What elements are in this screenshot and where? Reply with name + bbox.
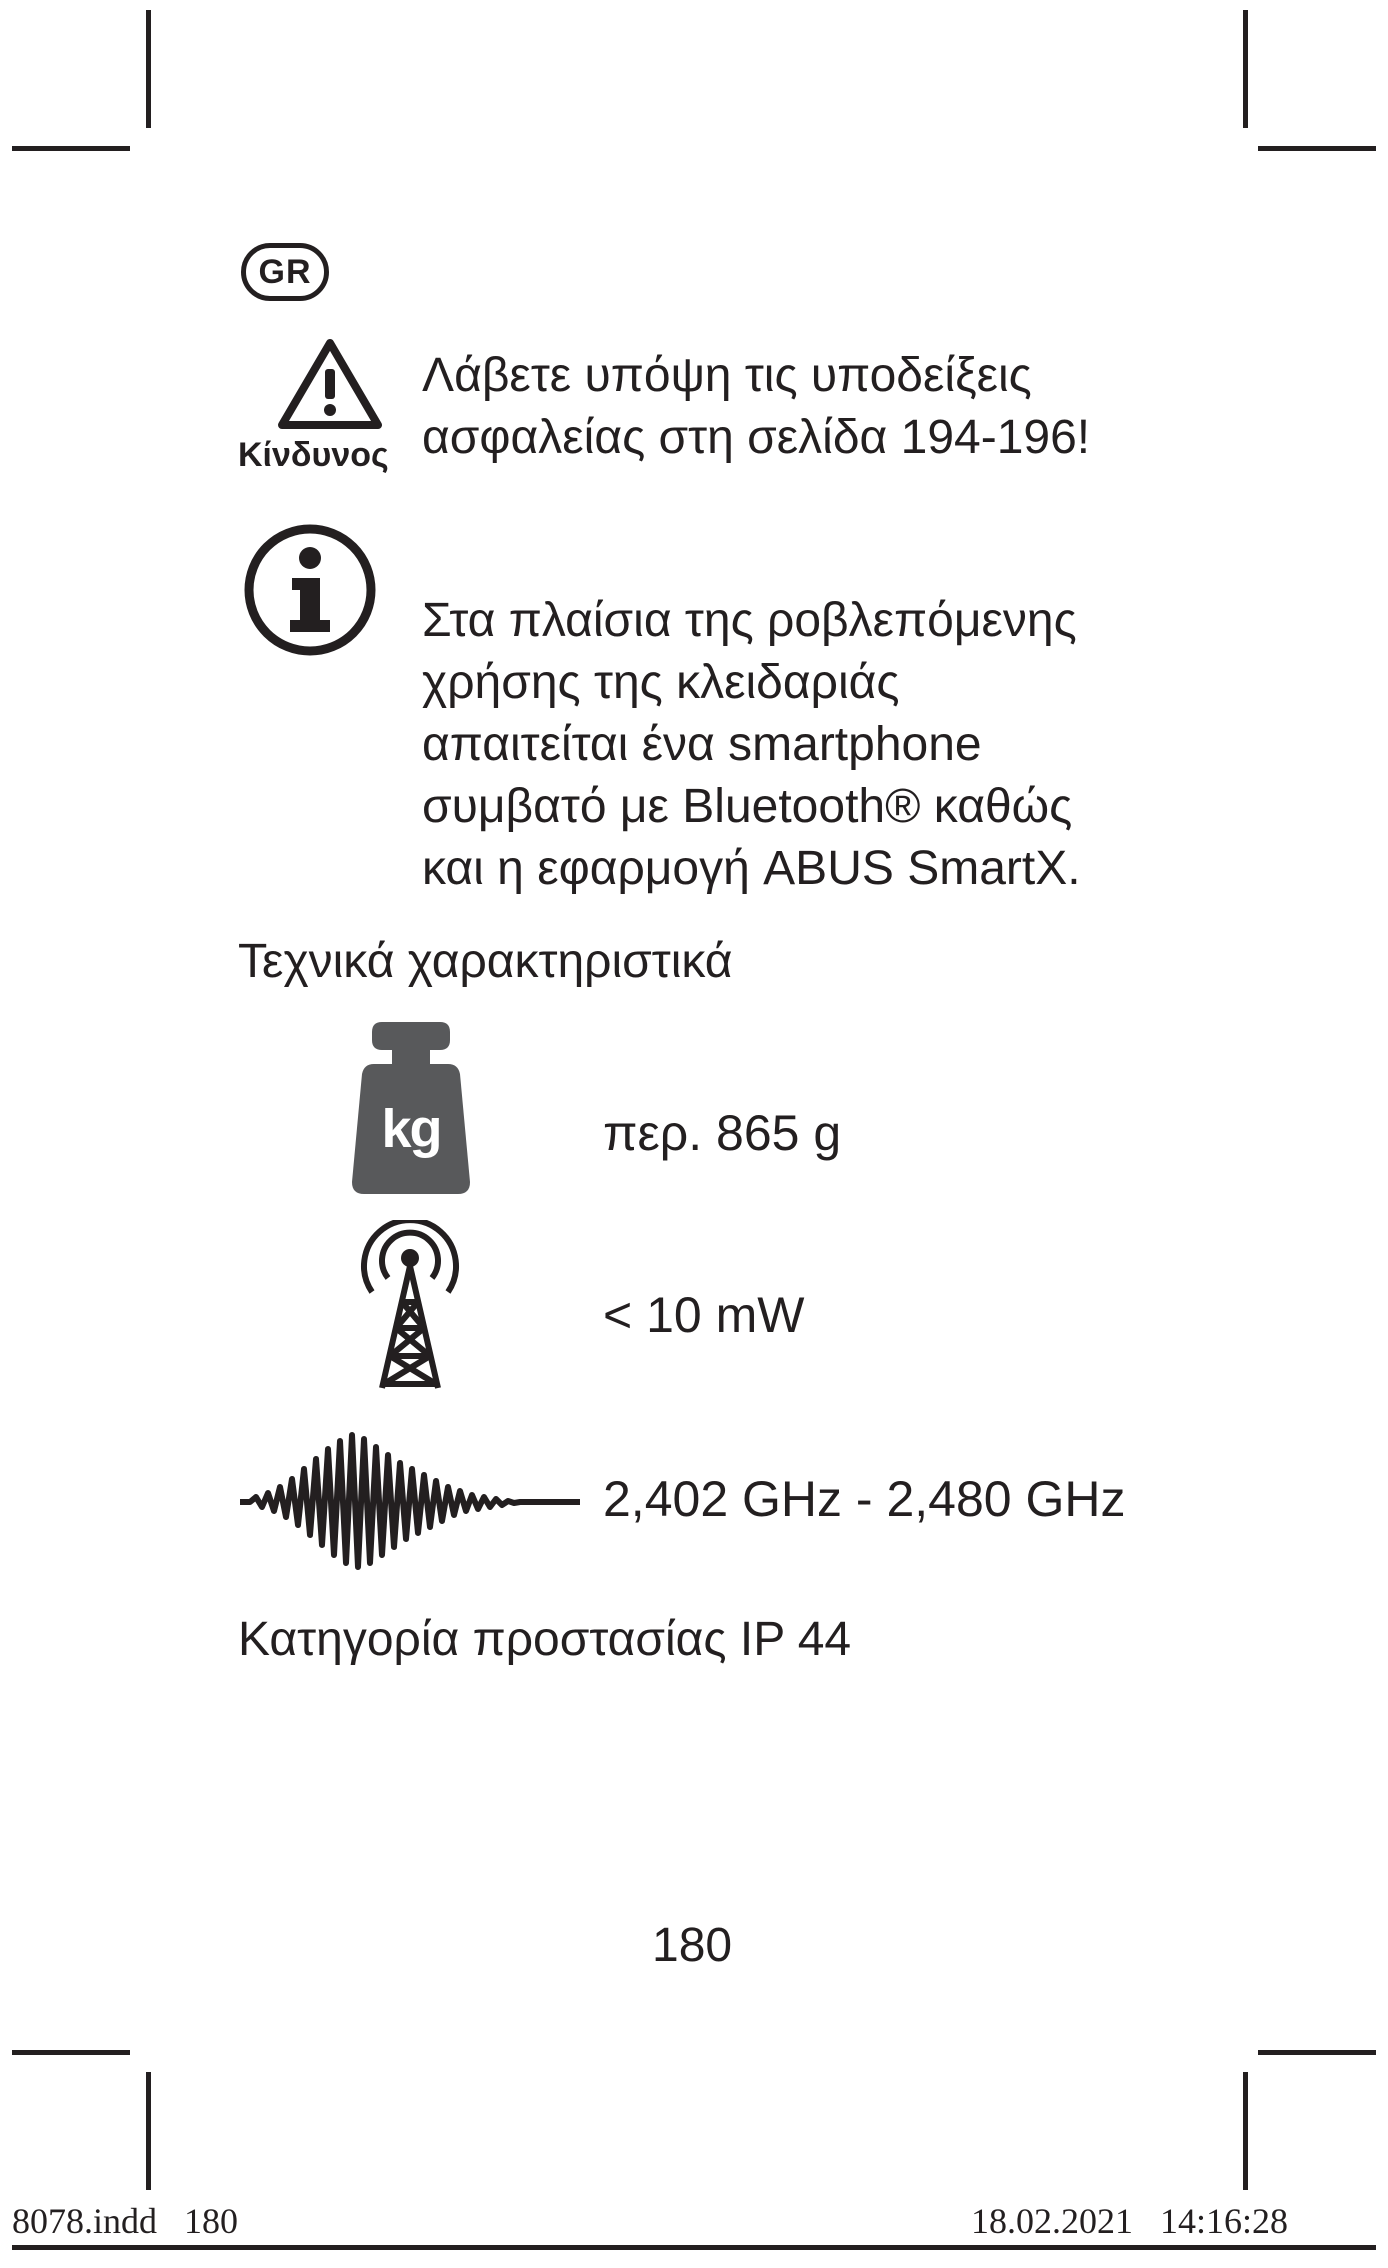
- crop-mark-top-left-v: [146, 10, 151, 128]
- weight-value: περ. 865 g: [603, 1105, 842, 1161]
- power-value: < 10 mW: [603, 1287, 805, 1343]
- protection-class: Κατηγορία προστασίας IP 44: [238, 1613, 852, 1666]
- crop-mark-top-left-h: [12, 146, 130, 151]
- info-line-1: Στα πλαίσια της ροβλεπόμενης: [422, 594, 1077, 647]
- info-line-3: απαιτείται ένα smartphone: [422, 718, 982, 771]
- crop-mark-bottom-right-h: [1258, 2050, 1376, 2055]
- wave-icon: [240, 1425, 580, 1580]
- frequency-value: 2,402 GHz - 2,480 GHz: [603, 1471, 1126, 1527]
- crop-mark-top-right-v: [1243, 10, 1248, 128]
- warning-line-2: ασφαλείας στη σελίδα 194-196!: [422, 411, 1091, 464]
- crop-mark-top-right-h: [1258, 146, 1376, 151]
- warning-text: [422, 345, 1090, 469]
- crop-mark-bottom-left-h: [12, 2050, 130, 2055]
- warning-line-1: Λάβετε υπόψη τις υποδείξεις: [422, 349, 1032, 402]
- specs-heading: Τεχνικά χαρακτηριστικά: [238, 935, 733, 988]
- info-text: [422, 590, 1081, 900]
- crop-mark-bottom-right-v: [1243, 2072, 1248, 2190]
- info-icon: [240, 520, 380, 660]
- danger-label: Κίνδυνος: [238, 436, 389, 474]
- slug-datetime: 18.02.2021 14:16:28: [970, 2201, 1288, 2241]
- country-badge: [241, 243, 329, 301]
- weight-icon-label: kg: [381, 1099, 441, 1159]
- radio-tower-icon: [358, 1220, 462, 1392]
- info-line-5: και η εφαρμογή ABUS SmartX.: [422, 842, 1081, 895]
- page-number: 180: [652, 1919, 733, 1972]
- crop-mark-bottom-left-v: [146, 2072, 151, 2190]
- slug-file: 8078.indd 180: [12, 2201, 239, 2241]
- weight-icon: [352, 1018, 470, 1194]
- info-line-4: συμβατό με Bluetooth® καθώς: [422, 780, 1073, 833]
- warning-triangle-icon: [276, 337, 384, 431]
- info-line-2: χρήσης της κλειδαριάς: [422, 656, 900, 709]
- slug-line: [12, 2245, 1376, 2250]
- country-badge-label: GR: [258, 252, 312, 291]
